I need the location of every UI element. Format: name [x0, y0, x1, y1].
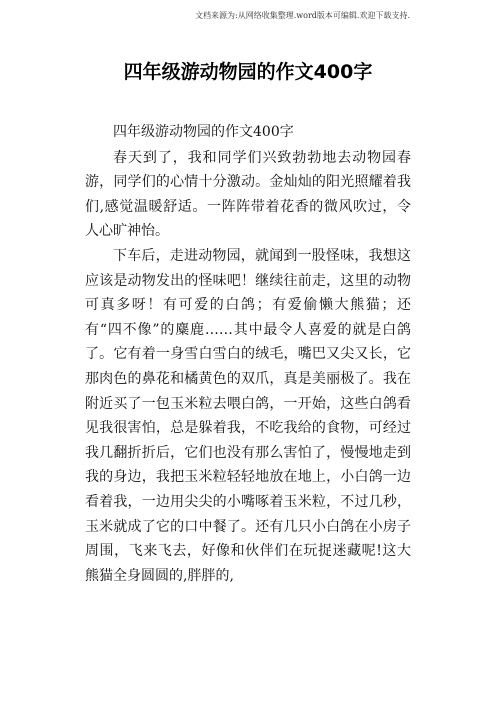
paragraph-2: 下车后，走进动物园，就闻到一股怪味，我想这应该是动物发出的怪味吧！继续往前走，这里的动物可真多呀！有可爱的白鸽；有爱偷懒大熊猫；还有“四不像”的麋鹿……其中最令人喜爱的就是白鸽了。它有着一身雪白雪白的绒毛，嘴巴又尖又长，它那肉色的鼻花和橘黄色的双爪，真是美丽极了。我在附近买了一包玉米粒去喂白鸽，一开始，这些白鸽看见我很害怕，总是躲着我，不吃我给的食物，可经过我几翻折折后，它们也没有那么害怕了，慢慢地走到我的身边，我把玉米粒轻轻地放在地上，小白鸽一边看着我，一边用尖尖的小嘴啄着玉米粒，不过几秒，玉米就成了它的口中餐了。还有几只小白鸽在小房子周围，飞来飞去，好像和伙伴们在玩捉迷藏呢!这大熊猫全身圆圆的,胖胖的,	[85, 247, 411, 584]
paragraph-1: 春天到了，我和同学们兴致勃勃地去动物园春游，同学们的心情十分激动。金灿灿的阳光照耀着我们,感觉温暖舒适。一阵阵带着花香的微风吹过，令人心旷神怡。	[85, 149, 411, 240]
document-body	[85, 120, 411, 588]
document-title: 四年级游动物园的作文400字	[123, 61, 373, 83]
header-note: 文档来源为:从网络收集整理.word版本可编辑.欢迎下载支持.	[195, 11, 410, 20]
essay-subtitle: 四年级游动物园的作文400字	[113, 124, 294, 140]
